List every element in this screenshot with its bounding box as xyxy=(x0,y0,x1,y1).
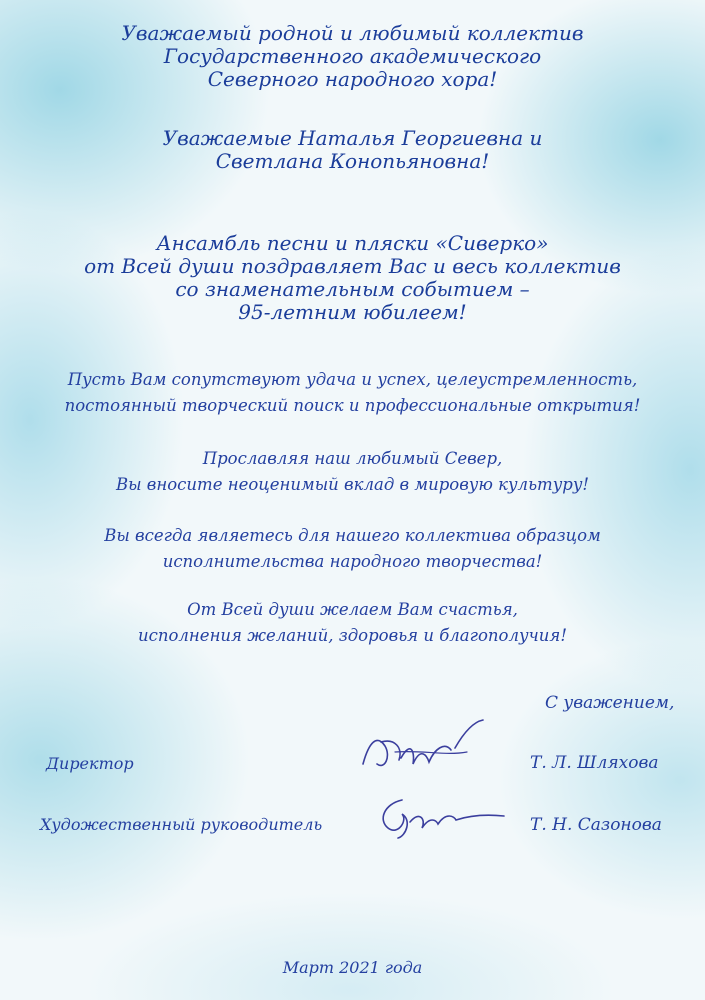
greeting-line: Северного народного хора! xyxy=(207,67,498,91)
congratulation-line: 95-летним юбилеем! xyxy=(238,300,467,324)
signatory-role-art-director: Художественный руководитель xyxy=(40,815,323,834)
paragraph-line: Пусть Вам сопутствуют удача и успех, целеустремленность, xyxy=(67,370,638,389)
wish-paragraph xyxy=(0,523,705,575)
congratulation-line: Ансамбль песни и пляски «Сиверко» xyxy=(156,231,549,255)
art-director-signature xyxy=(372,790,512,846)
greeting-line: Светлана Конопьяновна! xyxy=(215,149,490,173)
greeting-line: Уважаемый родной и любимый коллектив xyxy=(121,21,584,45)
paragraph-line: исполнительства народного творчества! xyxy=(162,552,543,571)
signatory-name-art-director: Т. Н. Сазонова xyxy=(530,815,662,835)
paragraph-line: исполнения желаний, здоровья и благополучия! xyxy=(138,626,567,645)
paragraph-line: Вы всегда являетесь для нашего коллектива образцом xyxy=(104,526,601,545)
closing-text: С уважением, xyxy=(545,693,675,713)
congratulation-heading xyxy=(0,232,705,324)
signatory-role-director: Директор xyxy=(46,754,134,773)
wish-paragraph xyxy=(0,446,705,498)
congratulation-line: от Всей души поздравляет Вас и весь коллектив xyxy=(84,254,621,278)
wish-paragraph xyxy=(0,367,705,419)
greeting-line: Государственного академического xyxy=(163,44,542,68)
wish-paragraph xyxy=(0,597,705,649)
paragraph-line: Вы вносите неоценимый вклад в мировую культуру! xyxy=(115,475,590,494)
letter-date: Март 2021 года xyxy=(282,958,423,977)
greeting-collective xyxy=(0,22,705,91)
congratulation-line: со знаменательным событием – xyxy=(175,277,530,301)
paragraph-line: От Всей души желаем Вам счастья, xyxy=(187,600,518,619)
greeting-persons xyxy=(0,127,705,173)
director-signature xyxy=(355,712,495,782)
signatory-name-director: Т. Л. Шляхова xyxy=(530,753,659,773)
greeting-line: Уважаемые Наталья Георгиевна и xyxy=(162,126,543,150)
paragraph-line: постоянный творческий поиск и профессиональные открытия! xyxy=(64,396,641,415)
paragraph-line: Прославляя наш любимый Север, xyxy=(202,449,503,468)
